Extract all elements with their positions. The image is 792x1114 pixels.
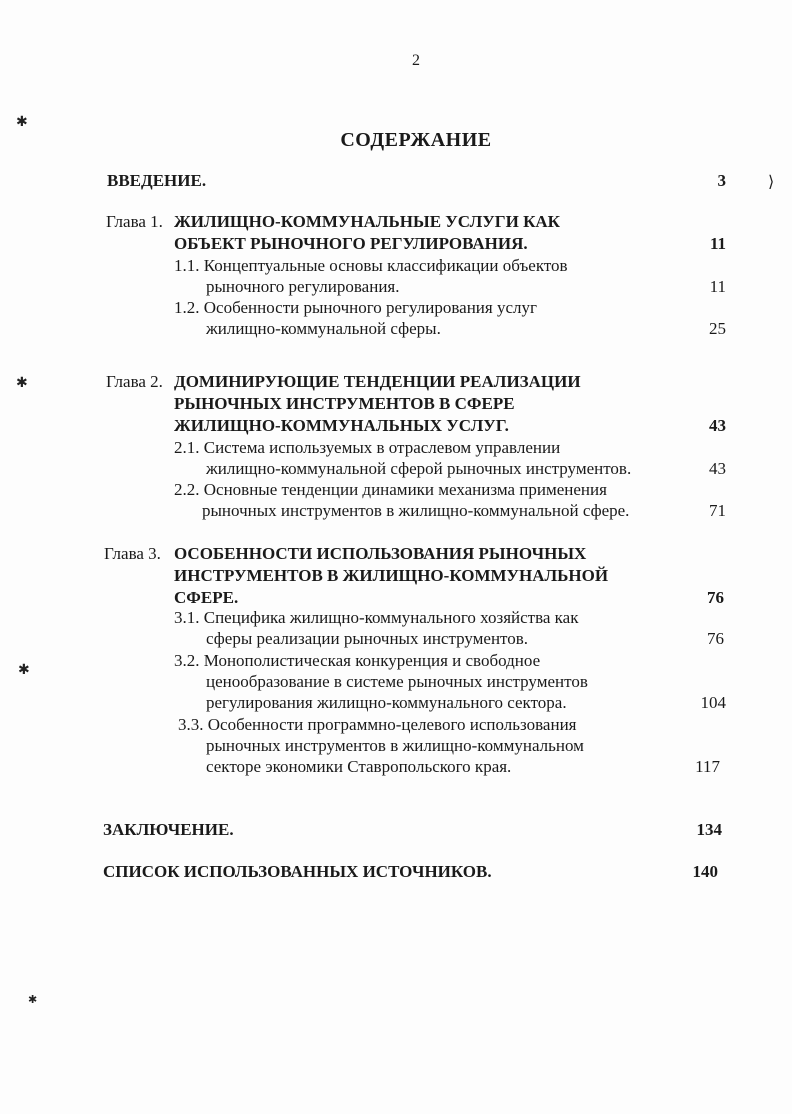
chapter3-page: 76 — [707, 588, 724, 607]
section-3-2-page: 104 — [700, 693, 726, 712]
chapter1-page: 11 — [709, 234, 726, 253]
section-3-2-line3: регулирования жилищно-коммунального сектора. — [206, 693, 567, 712]
section-3-3-line2: рыночных инструментов в жилищно-коммунальном — [206, 736, 584, 755]
toc-conclusion-page: 134 — [696, 820, 722, 839]
scan-speck-mark: ✱ — [28, 994, 38, 1006]
section-3-3-line3: секторе экономики Ставропольского края. — [206, 757, 512, 776]
section-2-1-page: 43 — [709, 459, 726, 478]
section-1-2-line2: жилищно-коммунальной сферы. — [206, 319, 441, 338]
section-2-2-page: 71 — [709, 501, 726, 520]
scan-speck-mark: ✱ — [16, 115, 28, 130]
page-number: 2 — [412, 52, 420, 69]
chapter3-title-line3: СФЕРЕ. — [174, 588, 239, 607]
scan-speck-mark: ✱ — [18, 663, 30, 678]
chapter1-title-line1: ЖИЛИЩНО-КОММУНАЛЬНЫЕ УСЛУГИ КАК — [174, 212, 560, 231]
chapter3-title-line2: ИНСТРУМЕНТОВ В ЖИЛИЩНО-КОММУНАЛЬНОЙ — [174, 566, 609, 585]
chapter2-title-line2: РЫНОЧНЫХ ИНСТРУМЕНТОВ В СФЕРЕ — [174, 394, 515, 413]
section-2-1-line1: 2.1. Система используемых в отраслевом управлении — [174, 438, 561, 457]
chapter2-prefix: Глава 2. — [106, 372, 163, 391]
chapter2-page: 43 — [709, 416, 726, 435]
section-2-2-line2: рыночных инструментов в жилищно-коммунальной сфере. — [202, 501, 630, 520]
toc-intro-page: 3 — [717, 171, 726, 190]
toc-references-page: 140 — [692, 862, 718, 881]
page-title: СОДЕРЖАНИЕ — [340, 129, 492, 151]
section-3-3-page: 117 — [695, 757, 720, 776]
chapter3-prefix: Глава 3. — [104, 544, 161, 563]
scan-speck-mark: ✱ — [16, 376, 28, 391]
chapter3-title-line1: ОСОБЕННОСТИ ИСПОЛЬЗОВАНИЯ РЫНОЧНЫХ — [174, 544, 587, 563]
section-1-1-line1: 1.1. Концептуальные основы классификации объектов — [174, 256, 568, 275]
chapter2-title-line3: ЖИЛИЩНО-КОММУНАЛЬНЫХ УСЛУГ. — [174, 416, 509, 435]
section-1-2-page: 25 — [709, 319, 726, 338]
scan-speck-mark: ⟩ — [768, 174, 775, 191]
chapter1-prefix: Глава 1. — [106, 212, 163, 231]
chapter1-title-line2: ОБЪЕКТ РЫНОЧНОГО РЕГУЛИРОВАНИЯ. — [174, 234, 528, 253]
section-3-3-line1: 3.3. Особенности программно-целевого использования — [178, 715, 577, 734]
toc-references-label: СПИСОК ИСПОЛЬЗОВАННЫХ ИСТОЧНИКОВ. — [103, 862, 492, 881]
section-1-1-page: 11 — [709, 277, 726, 296]
section-3-1-line1: 3.1. Специфика жилищно-коммунального хозяйства как — [174, 608, 579, 627]
section-3-1-page: 76 — [707, 629, 724, 648]
section-3-2-line2: ценообразование в системе рыночных инструментов — [206, 672, 588, 691]
section-2-1-line2: жилищно-коммунальной сферой рыночных инструментов. — [206, 459, 632, 478]
toc-intro-label: ВВЕДЕНИЕ. — [107, 171, 207, 190]
section-1-2-line1: 1.2. Особенности рыночного регулирования услуг — [174, 298, 537, 317]
chapter2-title-line1: ДОМИНИРУЮЩИЕ ТЕНДЕНЦИИ РЕАЛИЗАЦИИ — [174, 372, 581, 391]
section-3-2-line1: 3.2. Монополистическая конкуренция и свободное — [174, 651, 541, 670]
toc-conclusion-label: ЗАКЛЮЧЕНИЕ. — [103, 820, 234, 839]
section-1-1-line2: рыночного регулирования. — [206, 277, 400, 296]
section-3-1-line2: сферы реализации рыночных инструментов. — [206, 629, 529, 648]
section-2-2-line1: 2.2. Основные тенденции динамики механизма применения — [174, 480, 607, 499]
